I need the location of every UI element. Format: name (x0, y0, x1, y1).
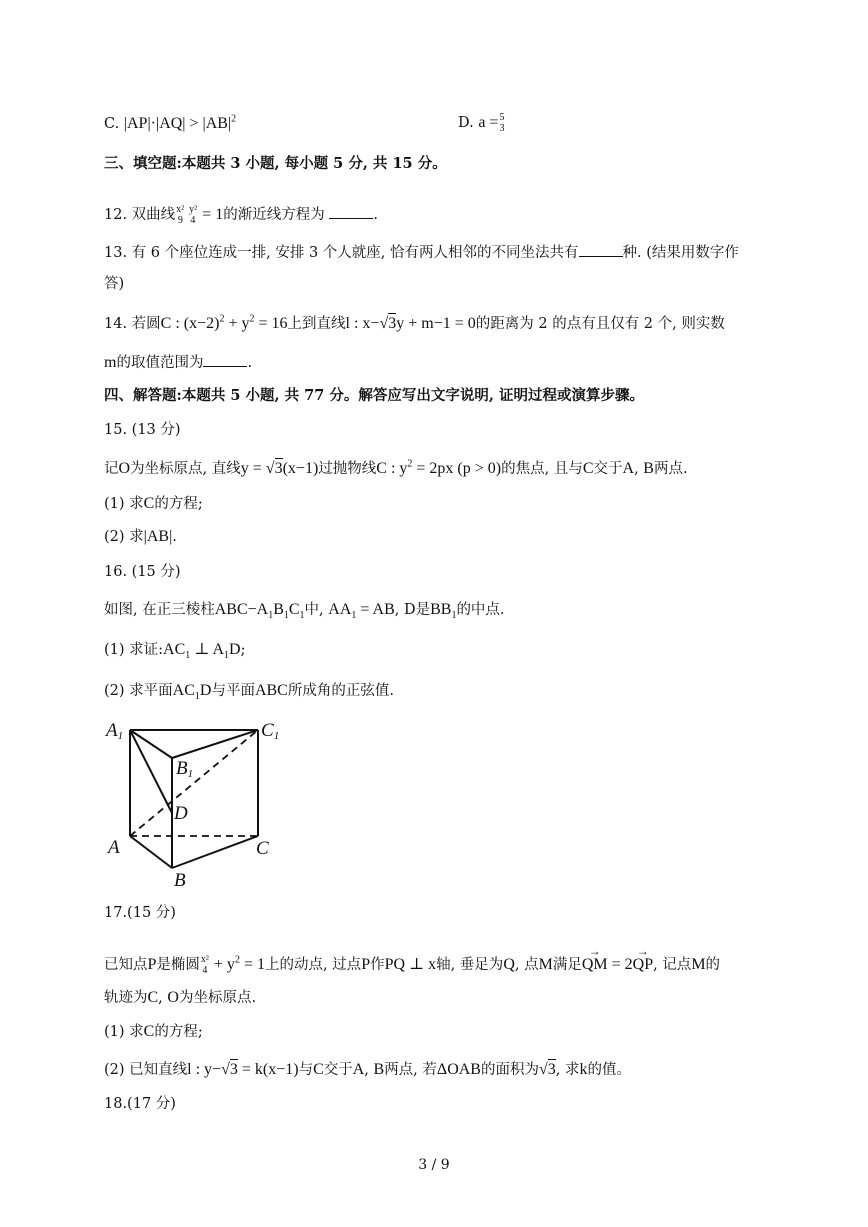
edge-a-b (130, 836, 172, 868)
label-a: A (108, 837, 120, 858)
question-14: 14. 若圆C : $(x-2)^2 + y^2 = 16$上到直线l : x−√3y + m−1 = 0的距离为 2 的点有且仅有 2 个, 则实数 (104, 313, 725, 332)
section-solutions: 四、解答题:本题共 5 小题, 共 77 分。解答应写出文字说明, 证明过程或演算步骤。 (104, 387, 645, 404)
label-b1: B1 (176, 758, 194, 780)
question-13-line2: 答) (104, 276, 125, 292)
question-17-part1: (1) 求C的方程; (104, 1023, 203, 1040)
answer-blank (203, 352, 247, 367)
label-b: B (174, 870, 186, 890)
section-fill-in: 三、填空题:本题共 3 小题, 每小题 5 分, 共 15 分。 (104, 155, 447, 172)
question-18-head: 18.(17 分) (104, 1096, 176, 1112)
question-12: 12. 双曲线 x² y² 9 4 = 1的渐近线方程为 . (104, 204, 378, 226)
question-16-part2: (2) 求平面$AC_1D$与平面ABC所成角的正弦值. (104, 682, 394, 703)
edge-b1-c1 (172, 730, 258, 758)
option-c: C. $|AP|\cdot|AQ| > |AB|^2$ (104, 113, 237, 132)
question-15-part2: (2) 求|AB|. (104, 528, 177, 545)
question-13: 13. 有 6 个座位连成一排, 安排 3 个人就座, 恰有两人相邻的不同坐法共有 种. (结果用数字作 (104, 242, 739, 263)
answer-blank (579, 242, 623, 257)
label-c: C (256, 838, 269, 859)
answer-blank (329, 204, 373, 219)
segment-a-c1-hidden (130, 730, 258, 836)
edge-b-c (172, 836, 258, 868)
question-16-head: 16. (15 分) (104, 564, 181, 580)
triangular-prism-figure (104, 718, 284, 890)
segment-a1-d (130, 730, 172, 813)
question-14-line2: m的取值范围为 . (104, 354, 253, 371)
fraction-5-3: 5 3 (499, 112, 505, 134)
question-15: 记O为坐标原点, 直线y = √3(x−1)过抛物线C : $y^2 = 2px$ (p > 0)的焦点, 且与C交于A, B两点. (104, 458, 688, 477)
option-c-expr: $|AP|\cdot|AQ| > |AB|^2$ (123, 113, 237, 132)
label-d: D (174, 803, 188, 824)
question-16-part1: (1) 求证$:AC_1$ ⊥ $A_1D$; (104, 641, 246, 662)
option-d: D. a = 5 3 (458, 112, 505, 134)
question-15-head: 15. (13 分) (104, 422, 181, 438)
question-17-line2: 轨迹为C, O为坐标原点. (104, 989, 257, 1006)
label-a1: A1 (106, 720, 124, 742)
page-number: 3 / 9 (418, 1157, 450, 1173)
question-17-head: 17.(15 分) (104, 905, 176, 921)
question-17: 已知点P是椭圆 x² 4 + $y^2 = 1$上的动点, 过点P作PQ ⊥ x轴, 垂足为Q, 点M满足→ QM = 2→ QP, 记点M的 (104, 954, 720, 976)
label-c1: C1 (261, 720, 280, 742)
question-17-part2: (2) 已知直线l : y−√3 = k(x−1)与C交于A, B两点, 若ΔOAB的面积为√3, 求k的值。 (104, 1061, 631, 1078)
question-15-part1: (1) 求C的方程; (104, 495, 203, 512)
question-16: 如图, 在正三棱柱$ABC-A_1B_1C_1$中, $AA_1$ = AB, D是$BB_1$的中点. (104, 601, 505, 622)
